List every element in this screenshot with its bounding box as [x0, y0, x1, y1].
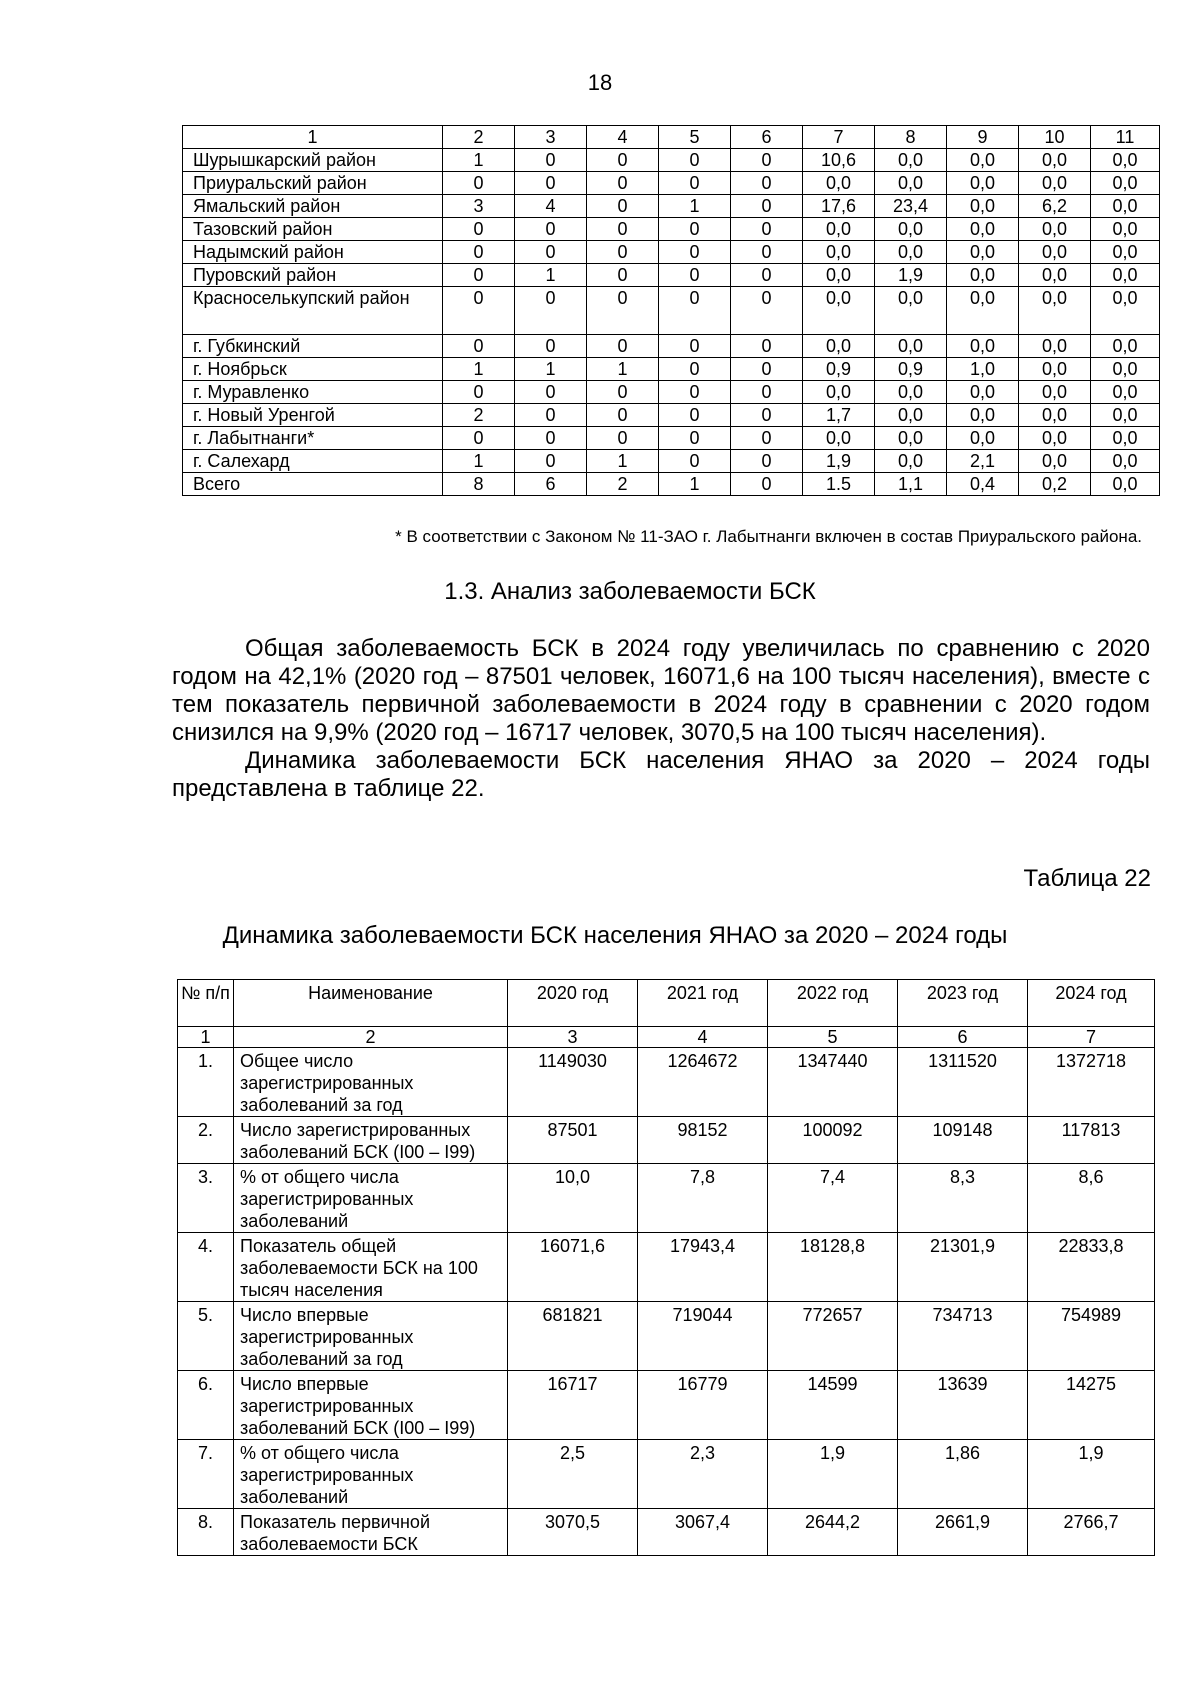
table-cell: 0,0: [947, 195, 1019, 218]
table-cell: 0,0: [1091, 195, 1160, 218]
territory-name: Тазовский район: [183, 218, 443, 241]
indicator-name: Число зарегистрированных заболеваний БСК (I00 – I99): [234, 1117, 508, 1164]
table-cell: 0,0: [875, 172, 947, 195]
table-cell: 0: [515, 149, 587, 172]
table-cell: 0,0: [1019, 149, 1091, 172]
table-cell: 0: [443, 381, 515, 404]
table-cell: 0: [515, 404, 587, 427]
table-cell: 3067,4: [638, 1509, 768, 1556]
table-cell: 0,0: [875, 381, 947, 404]
table-cell: 1,9: [1028, 1440, 1155, 1509]
table-cell: 0,0: [1019, 427, 1091, 450]
table-cell: 0,0: [1019, 241, 1091, 264]
table-cell: 0: [659, 172, 731, 195]
regional-table: [182, 125, 1160, 496]
table-cell: 0,0: [803, 264, 875, 287]
table-cell: 0,0: [1019, 172, 1091, 195]
paragraph: Динамика заболеваемости БСК населения ЯНАО за 2020 – 2024 годы представлена в таблице 22.: [172, 747, 1150, 802]
table-cell: 681821: [508, 1302, 638, 1371]
table-cell: 0,0: [1091, 264, 1160, 287]
table-cell: 0,0: [803, 241, 875, 264]
table-cell: 1: [443, 450, 515, 473]
table-cell: 2644,2: [768, 1509, 898, 1556]
table-cell: 0: [659, 264, 731, 287]
table-cell: 0: [443, 172, 515, 195]
table-header-row: [178, 980, 1155, 1027]
row-number: 4.: [178, 1233, 234, 1302]
column-header: 2020 год: [508, 980, 638, 1027]
table-cell: 734713: [898, 1302, 1028, 1371]
row-number: 5.: [178, 1302, 234, 1371]
table-cell: 23,4: [875, 195, 947, 218]
table-cell: 0: [443, 335, 515, 358]
indicator-name: % от общего числа зарегистрированных заболеваний: [234, 1440, 508, 1509]
table-cell: 0: [515, 218, 587, 241]
table-cell: 98152: [638, 1117, 768, 1164]
table-cell: 0,0: [1091, 335, 1160, 358]
table-cell: 0,9: [803, 358, 875, 381]
table-cell: 0,0: [947, 404, 1019, 427]
table-cell: 1,86: [898, 1440, 1028, 1509]
table-cell: 14275: [1028, 1371, 1155, 1440]
indicator-name: Число впервые зарегистрированных заболеваний БСК (I00 – I99): [234, 1371, 508, 1440]
table-cell: 0: [443, 287, 515, 335]
indicator-name: Показатель первичной заболеваемости БСК: [234, 1509, 508, 1556]
table-cell: 0: [659, 450, 731, 473]
table-cell: 0,0: [803, 381, 875, 404]
table-cell: 0,0: [1019, 358, 1091, 381]
column-header: 2023 год: [898, 980, 1028, 1027]
table-cell: 87501: [508, 1117, 638, 1164]
table-cell: 0,0: [875, 427, 947, 450]
table-cell: 0,0: [1091, 427, 1160, 450]
table-cell: 0,0: [947, 149, 1019, 172]
table-row: [178, 1233, 1155, 1302]
table-cell: 0: [659, 427, 731, 450]
table-cell: 0: [731, 264, 803, 287]
table-cell: 1311520: [898, 1048, 1028, 1117]
table-row: [183, 218, 1160, 241]
table-row: [183, 473, 1160, 496]
table-row: [178, 1509, 1155, 1556]
row-number: 2.: [178, 1117, 234, 1164]
column-number: 3: [515, 126, 587, 149]
table-cell: 0,0: [875, 404, 947, 427]
table-cell: 0,0: [803, 172, 875, 195]
table-row: [183, 264, 1160, 287]
table-row: [183, 172, 1160, 195]
table-cell: 2766,7: [1028, 1509, 1155, 1556]
table-cell: 0: [587, 172, 659, 195]
table-cell: 0: [587, 241, 659, 264]
table-cell: 8,6: [1028, 1164, 1155, 1233]
table-cell: 117813: [1028, 1117, 1155, 1164]
column-header: Наименование: [234, 980, 508, 1027]
table-cell: 0,2: [1019, 473, 1091, 496]
table-cell: 0: [731, 241, 803, 264]
table-cell: 0,0: [803, 287, 875, 335]
table-cell: 0: [659, 335, 731, 358]
indicator-name: Число впервые зарегистрированных заболеваний за год: [234, 1302, 508, 1371]
table-cell: 8: [443, 473, 515, 496]
territory-name: г. Лабытнанги*: [183, 427, 443, 450]
column-number: 3: [508, 1027, 638, 1048]
table-cell: 0,0: [947, 218, 1019, 241]
table-cell: 0,0: [875, 149, 947, 172]
table-cell: 4: [515, 195, 587, 218]
table-cell: 1.5: [803, 473, 875, 496]
table-cell: 1372718: [1028, 1048, 1155, 1117]
table-cell: 772657: [768, 1302, 898, 1371]
table-cell: 1264672: [638, 1048, 768, 1117]
table-row: [183, 287, 1160, 335]
territory-name: Всего: [183, 473, 443, 496]
table-cell: 0: [731, 287, 803, 335]
table-cell: 1: [443, 358, 515, 381]
row-number: 3.: [178, 1164, 234, 1233]
table-cell: 0: [731, 218, 803, 241]
column-header: 2022 год: [768, 980, 898, 1027]
table-row: [178, 1164, 1155, 1233]
table-cell: 0: [731, 450, 803, 473]
dynamics-table: [177, 979, 1155, 1556]
table-cell: 0: [587, 381, 659, 404]
table-cell: 0: [515, 335, 587, 358]
territory-name: Приуральский район: [183, 172, 443, 195]
table-cell: 1,9: [875, 264, 947, 287]
table-cell: 0: [443, 427, 515, 450]
table-cell: 0,0: [1019, 381, 1091, 404]
table-cell: 0,0: [803, 218, 875, 241]
table-cell: 0: [731, 149, 803, 172]
table-cell: 0: [731, 404, 803, 427]
table-cell: 17943,4: [638, 1233, 768, 1302]
table-row: [183, 427, 1160, 450]
table-cell: 7,4: [768, 1164, 898, 1233]
table-cell: 0: [587, 195, 659, 218]
table-cell: 0: [659, 149, 731, 172]
table-cell: 1,1: [875, 473, 947, 496]
table-cell: 1: [443, 149, 515, 172]
table-cell: 0,0: [947, 335, 1019, 358]
table-cell: 0: [587, 218, 659, 241]
table-cell: 0,0: [875, 241, 947, 264]
table-cell: 1,0: [947, 358, 1019, 381]
column-number: 2: [443, 126, 515, 149]
table-cell: 2: [443, 404, 515, 427]
table-cell: 21301,9: [898, 1233, 1028, 1302]
table-cell: 109148: [898, 1117, 1028, 1164]
column-header: № п/п: [178, 980, 234, 1027]
table-cell: 1: [659, 473, 731, 496]
table-cell: 0: [515, 427, 587, 450]
table-cell: 0,0: [1091, 358, 1160, 381]
table-cell: 2: [587, 473, 659, 496]
column-number: 1: [183, 126, 443, 149]
table-row: [183, 241, 1160, 264]
table-cell: 0: [731, 172, 803, 195]
table-footnote: * В соответствии с Законом № 11-ЗАО г. Лабытнанги включен в состав Приуральского района.: [395, 527, 1142, 546]
table-cell: 0,0: [875, 450, 947, 473]
table-cell: 0,0: [947, 427, 1019, 450]
row-number: 7.: [178, 1440, 234, 1509]
body-text: [172, 635, 1150, 803]
table-cell: 1,9: [768, 1440, 898, 1509]
column-number: 4: [587, 126, 659, 149]
table-cell: 0: [515, 172, 587, 195]
table-row: [183, 149, 1160, 172]
column-number: 7: [1028, 1027, 1155, 1048]
table-cell: 0: [659, 381, 731, 404]
table-cell: 0: [731, 195, 803, 218]
table-cell: 1: [659, 195, 731, 218]
table-cell: 100092: [768, 1117, 898, 1164]
table-cell: 13639: [898, 1371, 1028, 1440]
column-header: 2021 год: [638, 980, 768, 1027]
territory-name: Красноселькупский район: [183, 287, 443, 335]
table-cell: 0: [587, 404, 659, 427]
table-cell: 8,3: [898, 1164, 1028, 1233]
table-cell: 0,0: [1091, 287, 1160, 335]
table-cell: 18128,8: [768, 1233, 898, 1302]
table-row: [178, 1440, 1155, 1509]
table-cell: 0: [731, 381, 803, 404]
table-cell: 0,0: [1019, 287, 1091, 335]
table-cell: 0: [587, 149, 659, 172]
table-cell: 3: [443, 195, 515, 218]
table-cell: 0: [515, 450, 587, 473]
table-cell: 0: [587, 264, 659, 287]
table-cell: 0: [515, 287, 587, 335]
table-cell: 0,0: [947, 172, 1019, 195]
table-cell: 1: [515, 264, 587, 287]
table-cell: 0: [587, 335, 659, 358]
table-cell: 10,6: [803, 149, 875, 172]
territory-name: Пуровский район: [183, 264, 443, 287]
table-cell: 0,4: [947, 473, 1019, 496]
table-cell: 1,7: [803, 404, 875, 427]
table-cell: 2,3: [638, 1440, 768, 1509]
table-cell: 0: [659, 287, 731, 335]
table-cell: 0: [659, 241, 731, 264]
table-cell: 0,0: [1019, 264, 1091, 287]
table-cell: 0,0: [1091, 218, 1160, 241]
column-number: 7: [803, 126, 875, 149]
table-row: [178, 1048, 1155, 1117]
table-cell: 1,9: [803, 450, 875, 473]
table-cell: 0: [515, 381, 587, 404]
table-cell: 0: [659, 358, 731, 381]
table-cell: 6: [515, 473, 587, 496]
table-cell: 16779: [638, 1371, 768, 1440]
table-cell: 16717: [508, 1371, 638, 1440]
indicator-name: Показатель общей заболеваемости БСК на 100 тысяч населения: [234, 1233, 508, 1302]
table-row: [178, 1117, 1155, 1164]
table-cell: 0: [515, 241, 587, 264]
table-cell: 0,0: [947, 381, 1019, 404]
table-cell: 0: [731, 473, 803, 496]
table-row: [183, 404, 1160, 427]
table-row: [178, 1302, 1155, 1371]
table-cell: 22833,8: [1028, 1233, 1155, 1302]
table-row: [183, 381, 1160, 404]
table-row: [178, 1371, 1155, 1440]
table-cell: 10,0: [508, 1164, 638, 1233]
table-cell: 719044: [638, 1302, 768, 1371]
table-cell: 0,0: [1091, 473, 1160, 496]
territory-name: г. Салехард: [183, 450, 443, 473]
table-cell: 0,0: [1091, 450, 1160, 473]
territory-name: г. Новый Уренгой: [183, 404, 443, 427]
table-row: [183, 335, 1160, 358]
table-cell: 0: [659, 404, 731, 427]
column-number: 5: [768, 1027, 898, 1048]
territory-name: Шурышкарский район: [183, 149, 443, 172]
table-cell: 0,0: [1019, 404, 1091, 427]
row-number: 1.: [178, 1048, 234, 1117]
territory-name: Ямальский район: [183, 195, 443, 218]
column-number: 11: [1091, 126, 1160, 149]
column-number: 2: [234, 1027, 508, 1048]
table-cell: 0: [731, 358, 803, 381]
table-cell: 0: [443, 241, 515, 264]
table-row: [183, 450, 1160, 473]
table-cell: 7,8: [638, 1164, 768, 1233]
table-row: [183, 358, 1160, 381]
table-cell: 0: [443, 264, 515, 287]
table-cell: 0,0: [1091, 149, 1160, 172]
table-cell: 2661,9: [898, 1509, 1028, 1556]
table-cell: 2,5: [508, 1440, 638, 1509]
table-cell: 0,0: [947, 264, 1019, 287]
table-cell: 0: [443, 218, 515, 241]
column-number: 9: [947, 126, 1019, 149]
paragraph: Общая заболеваемость БСК в 2024 году увеличилась по сравнению с 2020 годом на 42,1% (2020 год – 87501 человек, 16071,6 на 100 тысяч населения), вместе с тем показатель первичной заболеваемости в 2024 году в сравнении с 2020 годом снизился на 9,9% (2020 год – 16717 человек, 3070,5 на 100 тысяч населения).: [172, 635, 1150, 746]
column-number: 1: [178, 1027, 234, 1048]
table-cell: 17,6: [803, 195, 875, 218]
table-cell: 0,0: [875, 218, 947, 241]
page-number: 18: [587, 70, 613, 95]
territory-name: г. Муравленко: [183, 381, 443, 404]
table-cell: 0: [587, 287, 659, 335]
indicator-name: % от общего числа зарегистрированных заболеваний: [234, 1164, 508, 1233]
table-header-row: [183, 126, 1160, 149]
table-row: [183, 195, 1160, 218]
table-cell: 754989: [1028, 1302, 1155, 1371]
table-cell: 1149030: [508, 1048, 638, 1117]
table-cell: 2,1: [947, 450, 1019, 473]
table-cell: 0,0: [803, 427, 875, 450]
column-number: 10: [1019, 126, 1091, 149]
table-cell: 0,9: [875, 358, 947, 381]
table-cell: 0,0: [1019, 335, 1091, 358]
column-number: 4: [638, 1027, 768, 1048]
table-cell: 0,0: [1019, 218, 1091, 241]
table-cell: 0,0: [947, 287, 1019, 335]
table-cell: 14599: [768, 1371, 898, 1440]
table-cell: 0,0: [1019, 450, 1091, 473]
table-cell: 0,0: [875, 335, 947, 358]
table-cell: 1: [587, 358, 659, 381]
table-cell: 16071,6: [508, 1233, 638, 1302]
row-number: 8.: [178, 1509, 234, 1556]
table-cell: 1: [587, 450, 659, 473]
table-title: Динамика заболеваемости БСК населения ЯНАО за 2020 – 2024 годы: [222, 922, 1008, 949]
table-label: Таблица 22: [1023, 865, 1151, 892]
column-number: 6: [898, 1027, 1028, 1048]
column-header: 2024 год: [1028, 980, 1155, 1027]
table-cell: 0,0: [1091, 381, 1160, 404]
column-number: 5: [659, 126, 731, 149]
table-cell: 0: [731, 427, 803, 450]
section-title: 1.3. Анализ заболеваемости БСК: [444, 578, 816, 605]
territory-name: г. Ноябрьск: [183, 358, 443, 381]
territory-name: г. Губкинский: [183, 335, 443, 358]
table-cell: 0: [731, 335, 803, 358]
table-cell: 0,0: [1091, 404, 1160, 427]
table-cell: 1347440: [768, 1048, 898, 1117]
territory-name: Надымский район: [183, 241, 443, 264]
column-number: 6: [731, 126, 803, 149]
table-cell: 0: [659, 218, 731, 241]
column-number: 8: [875, 126, 947, 149]
table-cell: 0: [587, 427, 659, 450]
table-cell: 0,0: [875, 287, 947, 335]
table-cell: 6,2: [1019, 195, 1091, 218]
indicator-name: Общее число зарегистрированных заболеваний за год: [234, 1048, 508, 1117]
table-cell: 0,0: [947, 241, 1019, 264]
row-number: 6.: [178, 1371, 234, 1440]
column-number-row: [178, 1027, 1155, 1048]
table-cell: 0,0: [1091, 241, 1160, 264]
table-cell: 0,0: [1091, 172, 1160, 195]
table-cell: 3070,5: [508, 1509, 638, 1556]
table-cell: 1: [515, 358, 587, 381]
table-cell: 0,0: [803, 335, 875, 358]
